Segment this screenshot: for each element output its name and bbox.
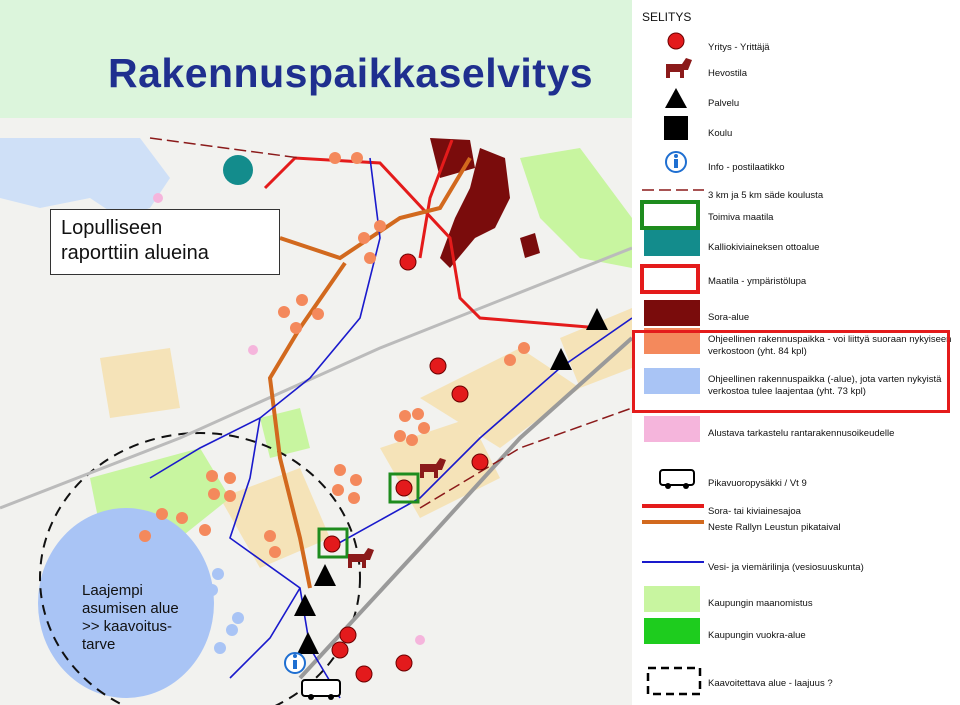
bus-icon bbox=[638, 466, 708, 496]
bus-wheel bbox=[328, 694, 334, 700]
legend-item-label: Pikavuoropysäkki / Vt 9 bbox=[708, 478, 807, 489]
field-area bbox=[100, 348, 180, 418]
callout-box bbox=[50, 209, 280, 275]
legend-item-label: Vesi- ja viemärilinja (vesiosuuskunta) bbox=[708, 562, 864, 573]
triangle-icon bbox=[638, 86, 708, 116]
callout-line: raporttiin alueina bbox=[61, 242, 209, 264]
legend-item-label: Maatila - ympäristölupa bbox=[708, 276, 807, 287]
teal-area bbox=[638, 230, 708, 260]
info-icon-dot bbox=[293, 654, 297, 658]
quarry-area bbox=[223, 155, 253, 185]
legend-item-label: Neste Rallyn Leustun pikataival bbox=[708, 522, 841, 533]
bus-wheel bbox=[308, 694, 314, 700]
legend-item-label: Hevostila bbox=[708, 68, 748, 79]
legend-highlight-frame bbox=[632, 330, 950, 413]
legend-item-label: Sora-alue bbox=[708, 312, 750, 323]
bus-icon bbox=[302, 680, 340, 696]
legend-item-label: Palvelu bbox=[708, 98, 740, 109]
blue-line bbox=[638, 550, 708, 580]
circle-label-line: asumisen alue bbox=[82, 600, 179, 617]
pink-area bbox=[638, 416, 708, 446]
info-icon bbox=[638, 150, 708, 180]
darkred-area bbox=[638, 300, 708, 330]
horse-icon bbox=[638, 56, 708, 86]
orange-line bbox=[638, 510, 708, 540]
circle-label bbox=[82, 582, 179, 654]
info-icon-stem bbox=[293, 660, 297, 669]
circle-label-line: tarve bbox=[82, 636, 116, 653]
lightgreen-area bbox=[638, 586, 708, 616]
legend-item-label: Ohjeellinen rakennuspaikka - voi liittyä suoraan nykyiseen verkostoon (yht. 84 kpl) bbox=[708, 334, 952, 357]
legend-item-label: Ohjeellinen rakennuspaikka (-alue), jota varten nykyistä verkostoa tulee laajentaa (yht. 73 kpl) bbox=[708, 374, 942, 397]
legend-item-label: Alustava tarkastelu rantarakennusoikeudelle bbox=[708, 428, 895, 439]
legend-item-label: Yritys - Yrittäjä bbox=[708, 42, 770, 53]
legend-title: SELITYS bbox=[642, 10, 692, 24]
red-frame bbox=[638, 264, 708, 294]
square-icon bbox=[638, 116, 708, 146]
green-area bbox=[638, 618, 708, 648]
legend-item-label: Info - postilaatikko bbox=[708, 162, 785, 173]
legend-item-label: Sora- tai kiviainesajoa bbox=[708, 506, 801, 517]
legend-item-label: Koulu bbox=[708, 128, 733, 139]
legend-item-label: 3 km ja 5 km säde koulusta bbox=[708, 190, 824, 201]
legend-item-label: Kaavoitettava alue - laajuus ? bbox=[708, 678, 833, 689]
page-title: Rakennuspaikkaselvitys bbox=[108, 50, 594, 96]
callout-line: Lopulliseen bbox=[61, 217, 163, 239]
legend-item-label: Kaupungin maanomistus bbox=[708, 598, 813, 609]
legend-item-label: Kalliokiviaineksen ottoalue bbox=[708, 242, 820, 253]
circle-label-line: Laajempi bbox=[82, 582, 143, 599]
legend-item-label: Kaupungin vuokra-alue bbox=[708, 630, 806, 641]
map-view[interactable] bbox=[0, 118, 632, 705]
green-frame bbox=[638, 200, 708, 230]
dashed-box bbox=[638, 666, 708, 696]
legend-item-label: Toimiva maatila bbox=[708, 212, 774, 223]
circle-label-line: >> kaavoitus- bbox=[82, 618, 173, 635]
